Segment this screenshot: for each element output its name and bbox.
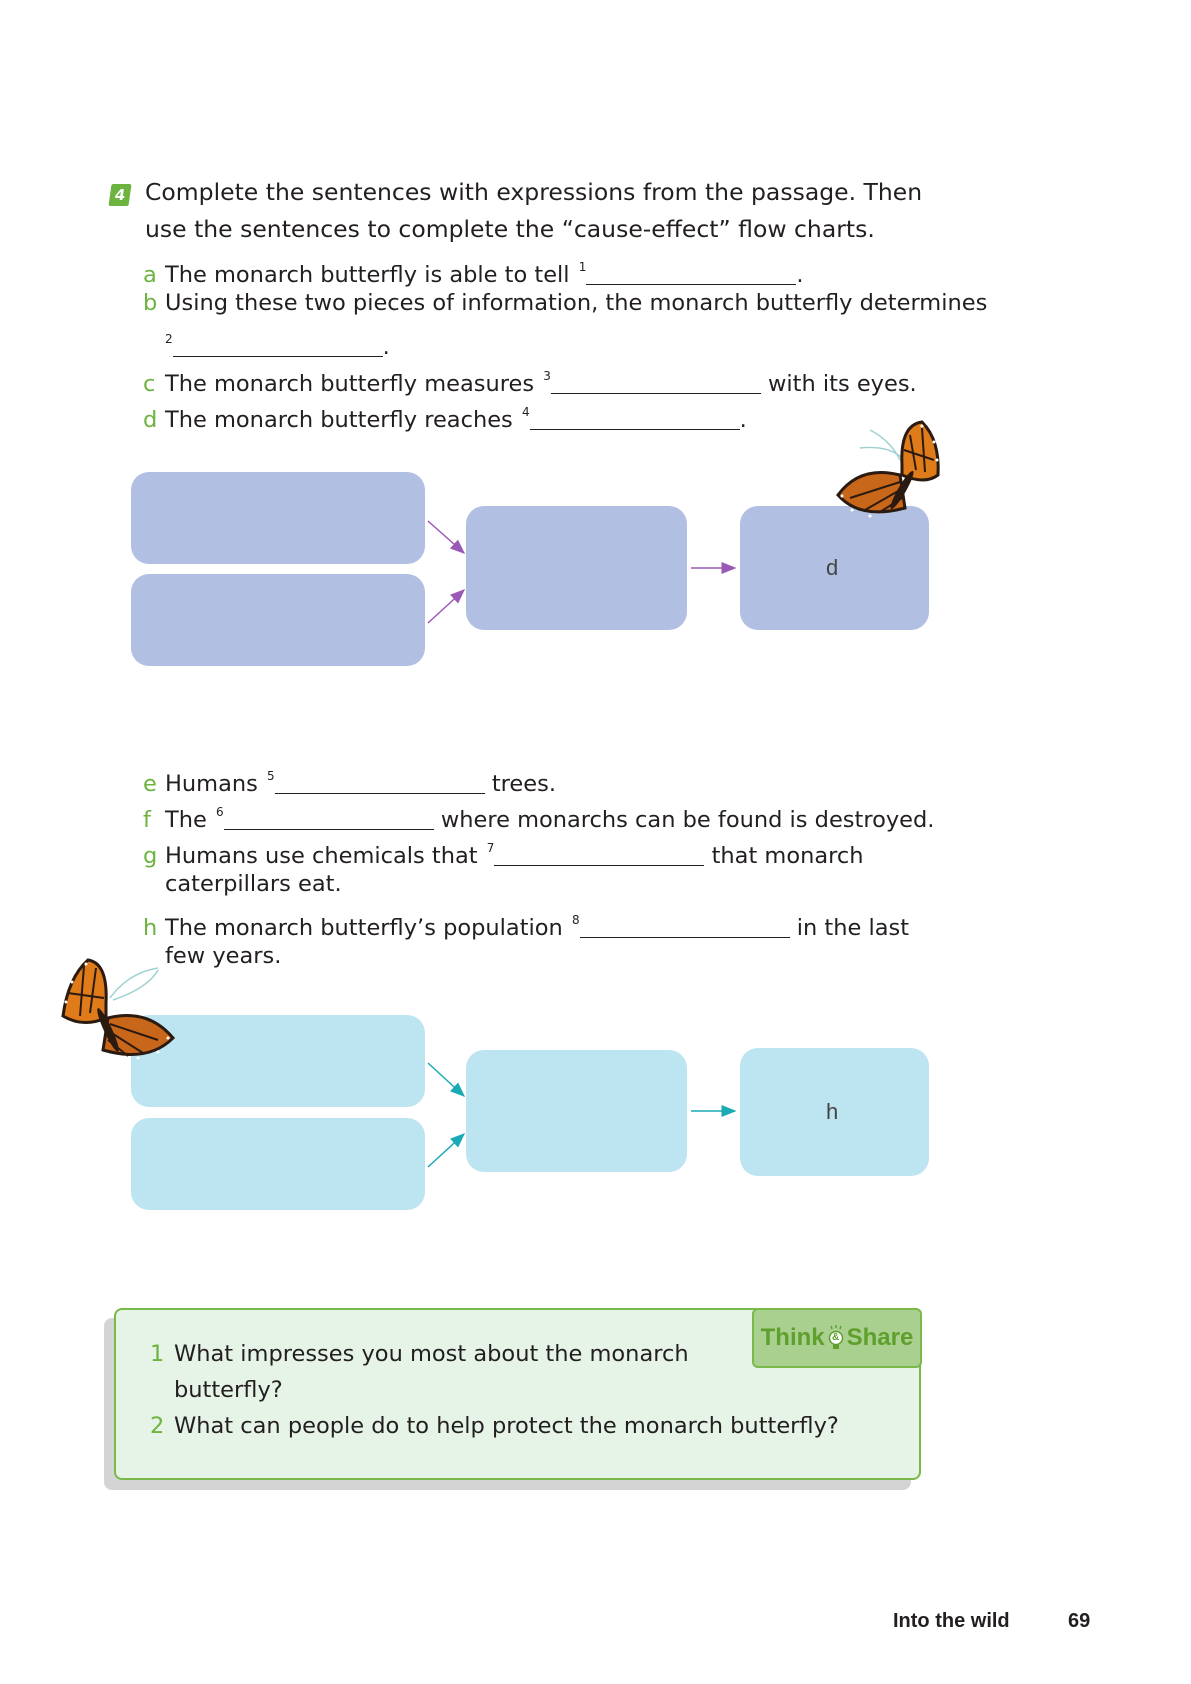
sentence-letter: g [143, 843, 158, 869]
sentence-letter: f [143, 807, 151, 833]
exercise-instruction: Complete the sentences with expressions from the passage. Then use the sentences to complete the “cause-effect” flow charts. [145, 178, 923, 243]
sentence-letter: d [143, 407, 158, 433]
answer-blank-8[interactable] [580, 915, 790, 938]
flowchart1-effect-label: d [826, 555, 839, 580]
think-question-1: 1 What impresses you most about the monarch [150, 1341, 689, 1367]
monarch-butterfly-illustration [830, 420, 950, 540]
sentence-h: h The monarch butterfly’s population $^8$ in the last [143, 902, 909, 946]
answer-blank-7[interactable] [494, 843, 704, 866]
sentence-c: c The monarch butterfly measures $^3$ with its eyes. [143, 358, 917, 402]
flowchart1-arrow-bottom [428, 590, 464, 623]
sentence-letter: b [143, 290, 158, 316]
flowchart1-arrow-top [428, 521, 464, 553]
sentence-h-continued: few years. [165, 943, 282, 969]
answer-blank-5[interactable] [275, 771, 485, 794]
page-number: 69 [1068, 1610, 1091, 1632]
sentence-letter: c [143, 371, 156, 397]
monarch-butterfly-illustration [58, 958, 180, 1076]
flowchart2-middle-box[interactable] [466, 1050, 687, 1172]
sentence-g: g Humans use chemicals that $^7$ that monarch [143, 830, 864, 874]
sentence-a: a The monarch butterfly is able to tell $^1$ . [143, 249, 804, 293]
sentence-f: f The $^6$ where monarchs can be found is destroyed. [143, 794, 934, 838]
sentence-g-continued: caterpillars eat. [165, 871, 342, 897]
lightbulb-icon: & [827, 1325, 845, 1351]
flowchart2-effect-label: h [826, 1099, 839, 1124]
exercise-number-badge: 4 [108, 184, 131, 206]
sentence-b: b Using these two pieces of information, the monarch butterfly determines [143, 285, 987, 321]
sentence-e: e Humans $^5$ trees. [143, 758, 556, 802]
footer-unit-title: Into the wild [893, 1610, 1010, 1632]
sentence-letter: e [143, 771, 157, 797]
flowchart2-arrow-bottom [428, 1134, 464, 1167]
flowchart2-arrow-top [428, 1063, 464, 1096]
think-question-1-continued: butterfly? [174, 1377, 283, 1403]
flowchart2-cause-box-2[interactable] [131, 1118, 425, 1210]
sentence-letter: h [143, 915, 158, 941]
sentence-letter: a [143, 262, 157, 288]
sentence-d: d The monarch butterfly reaches $^4$ . [143, 394, 747, 438]
answer-blank-6[interactable] [224, 807, 434, 830]
sentence-b-continued: $^2$ . [165, 332, 390, 360]
think-share-tab: Think & Share [752, 1308, 922, 1368]
think-question-2: 2 What can people do to help protect the monarch butterfly? [150, 1413, 839, 1439]
